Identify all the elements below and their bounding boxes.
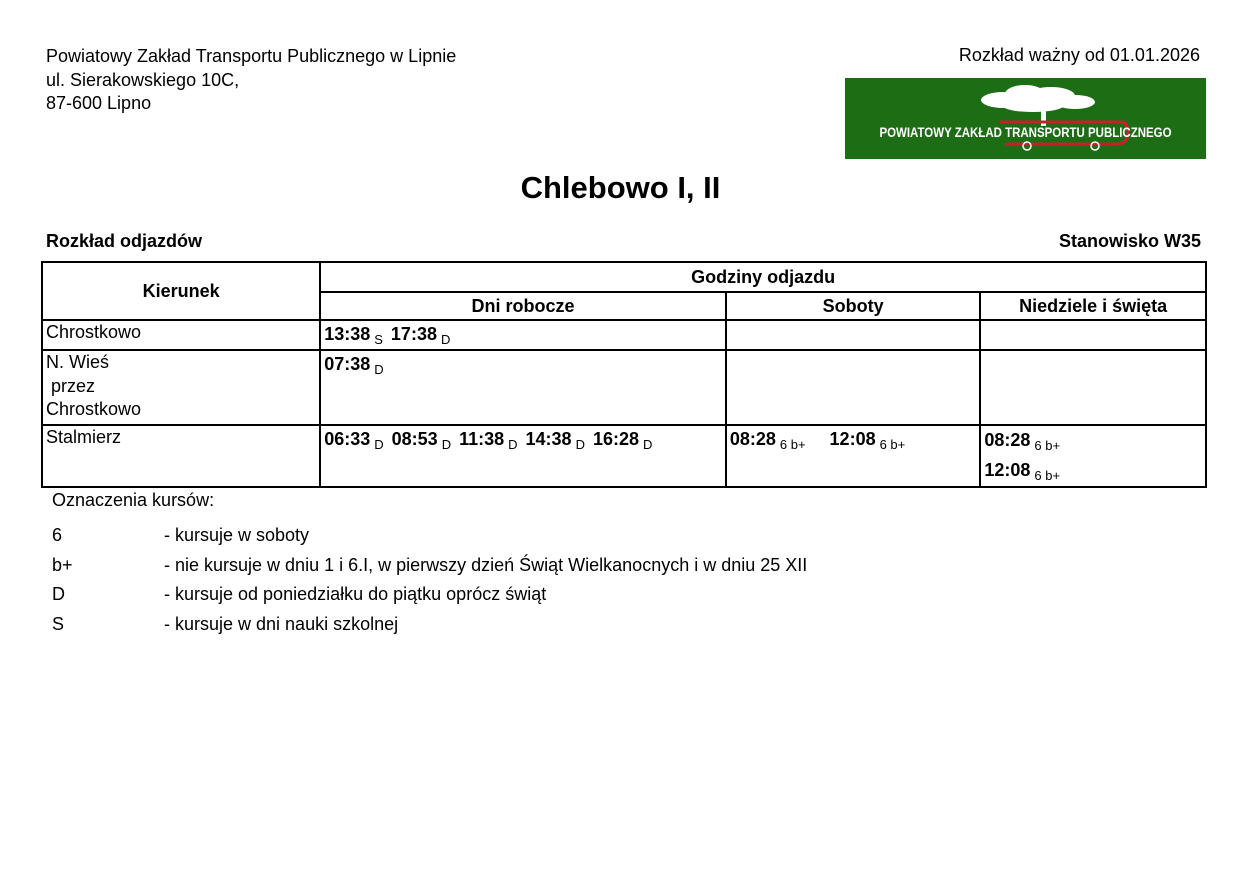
departure xyxy=(324,321,383,349)
legend-code: D xyxy=(52,584,65,604)
legend-code: S xyxy=(52,613,65,634)
sunday-departures xyxy=(980,350,1206,425)
legend-title: Oznaczenia kursów: xyxy=(52,490,215,510)
direction-line: Chrostkowo xyxy=(46,322,142,342)
legend-description: - kursuje w soboty xyxy=(164,525,310,545)
departure-time: 13:38 xyxy=(324,324,371,344)
logo-text: POWIATOWY ZAKŁAD TRANSPORTU PUBLICZNEGO xyxy=(879,124,1172,140)
legend-item xyxy=(52,613,399,644)
departure-time: 12:08 xyxy=(829,429,876,449)
legend-description: - kursuje w dni nauki szkolnej xyxy=(164,613,399,634)
company-name: Powiatowy Zakład Transportu Publicznego w Lipnie xyxy=(46,46,457,66)
legend xyxy=(52,490,808,643)
departure-time: 08:53 xyxy=(391,429,438,449)
table-row xyxy=(42,320,1206,350)
departure-mark: D xyxy=(374,362,384,377)
departure xyxy=(392,426,451,454)
departure-time: 16:28 xyxy=(592,429,639,449)
saturday-departures xyxy=(726,320,981,350)
departure xyxy=(459,426,517,454)
table-row xyxy=(42,425,1206,487)
legend-description: - kursuje od poniedziałku do piątku oprócz świąt xyxy=(164,584,547,604)
departure-mark: D xyxy=(440,332,451,347)
legend-item xyxy=(52,525,310,555)
departure xyxy=(830,426,906,454)
saturday-departures xyxy=(726,425,981,487)
departure-mark: D xyxy=(374,437,384,452)
stand-label: Stanowisko W35 xyxy=(1058,231,1201,251)
departure-time: 17:38 xyxy=(390,324,437,344)
direction-line: Chrostkowo xyxy=(46,399,142,419)
sunday-departures xyxy=(980,320,1206,350)
departure-time: 07:38 xyxy=(324,354,371,374)
departure-mark: S xyxy=(374,332,383,347)
departure-time: 06:33 xyxy=(324,429,371,449)
departure-mark: 6 b+ xyxy=(1034,438,1061,453)
departure-mark: D xyxy=(441,437,452,452)
direction-cell xyxy=(42,320,320,350)
header-direction: Kierunek xyxy=(42,262,320,320)
legend-code: b+ xyxy=(52,554,73,575)
direction-cell xyxy=(42,350,320,425)
departure xyxy=(324,426,383,454)
header-weekdays: Dni robocze xyxy=(320,292,726,320)
departure xyxy=(593,426,652,454)
schedule-label: Rozkład odjazdów xyxy=(46,231,203,251)
departure-time: 08:28 xyxy=(729,429,776,449)
departure-mark: 6 b+ xyxy=(879,437,906,452)
page-title: Chlebowo I, II xyxy=(520,170,721,205)
departure-mark: 6 b+ xyxy=(1034,468,1061,483)
timetable xyxy=(41,261,1207,488)
company-address xyxy=(46,45,456,116)
weekday-departures xyxy=(320,320,726,350)
departure-mark: D xyxy=(508,437,518,452)
sunday-departures xyxy=(980,425,1206,487)
header-sundays: Niedziele i święta xyxy=(980,292,1206,320)
departure-time: 11:38 xyxy=(459,429,505,449)
departure xyxy=(730,426,806,454)
direction-cell xyxy=(42,425,320,487)
header-departures: Godziny odjazdu xyxy=(320,262,1206,292)
table-row xyxy=(42,350,1206,425)
departure xyxy=(324,351,383,379)
departure xyxy=(526,426,585,454)
departure-time: 12:08 xyxy=(984,460,1031,480)
departure xyxy=(984,456,1194,486)
company-logo xyxy=(845,78,1206,159)
direction-line: Stalmierz xyxy=(46,427,122,447)
departure-time: 08:28 xyxy=(984,430,1031,450)
company-street: ul. Sierakowskiego 10C, xyxy=(46,69,240,90)
validity-date: Rozkład ważny od 01.01.2026 xyxy=(958,45,1200,65)
legend-item xyxy=(52,554,808,585)
weekday-departures xyxy=(320,350,726,425)
departure-mark: D xyxy=(643,437,653,452)
legend-item xyxy=(52,584,547,614)
saturday-departures xyxy=(726,350,981,425)
departure-mark: 6 b+ xyxy=(779,437,806,452)
company-city: 87-600 Lipno xyxy=(46,93,152,113)
departure-mark: D xyxy=(575,437,585,452)
departure xyxy=(984,426,1194,456)
weekday-departures xyxy=(320,425,726,487)
header-saturdays: Soboty xyxy=(726,292,981,320)
legend-description: - nie kursuje w dniu 1 i 6.I, w pierwszy dzień Świąt Wielkanocnych i w dniu 25 XII xyxy=(164,554,808,575)
departure-time: 14:38 xyxy=(525,429,572,449)
direction-line: przez xyxy=(46,375,96,396)
departure xyxy=(391,321,450,349)
legend-code: 6 xyxy=(52,525,63,545)
direction-line: N. Wieś xyxy=(46,352,109,372)
